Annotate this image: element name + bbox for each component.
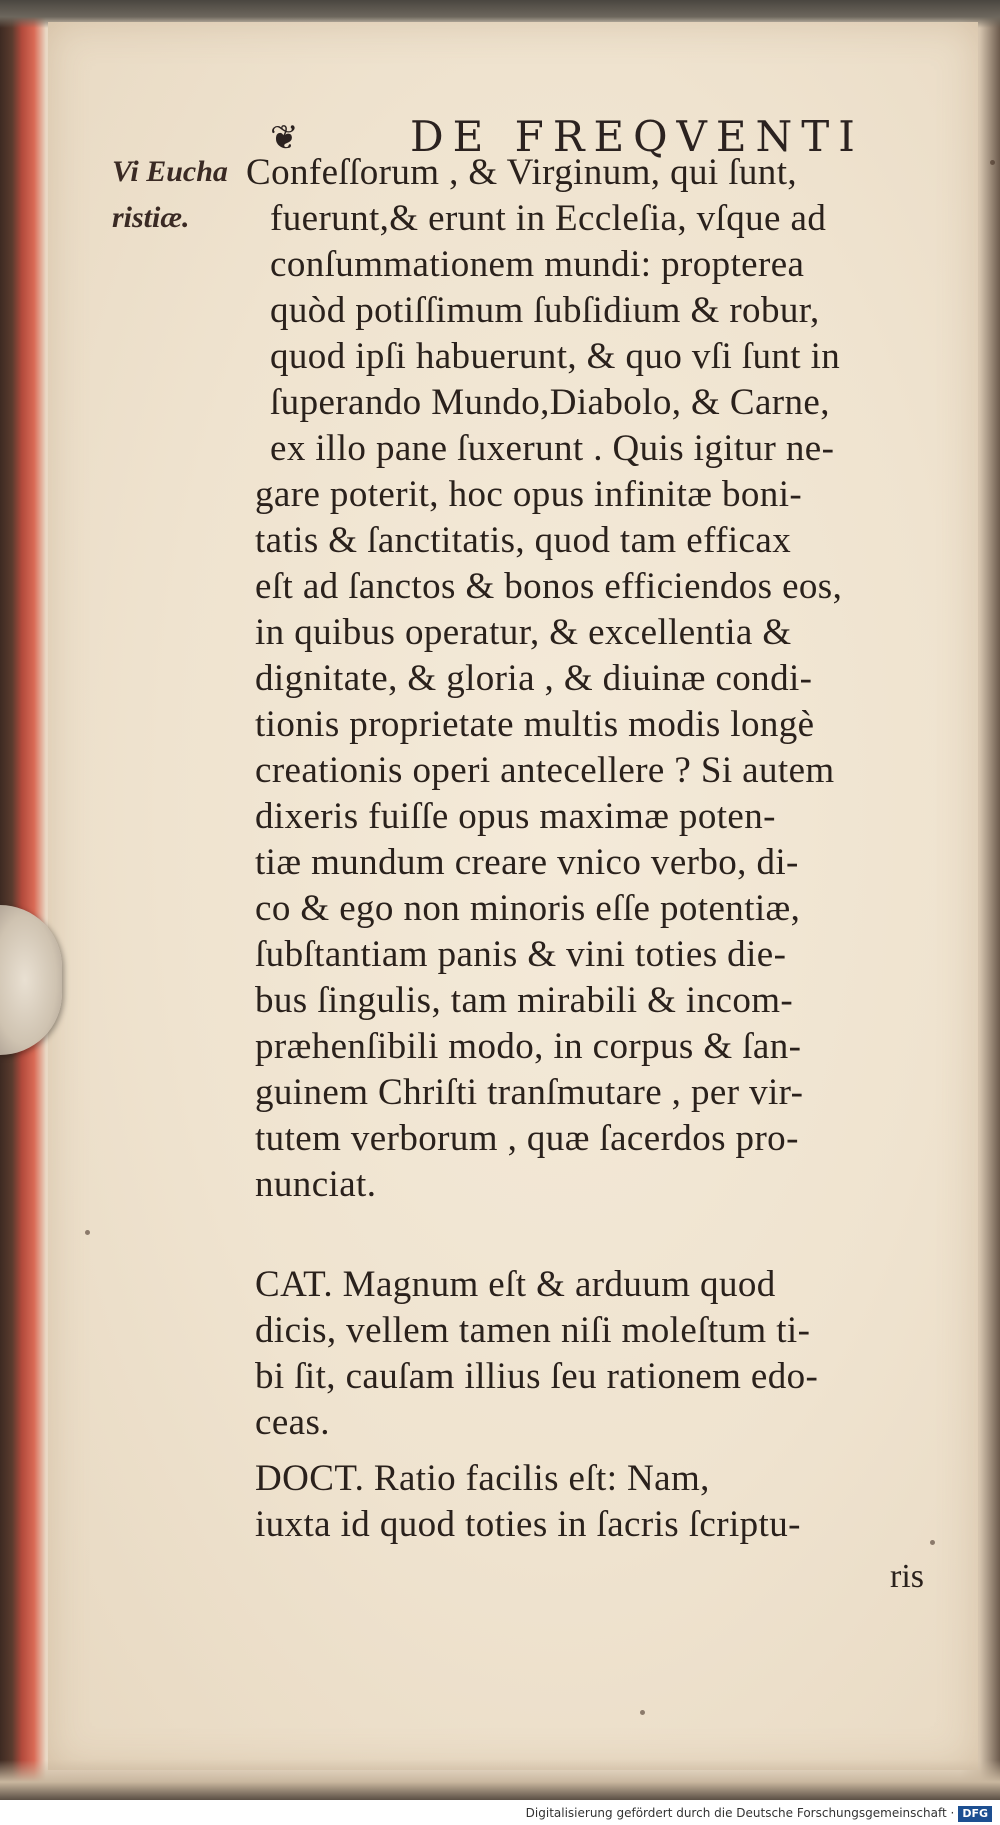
marginal-note-line-2: ristiæ. bbox=[112, 201, 190, 234]
text-line: dicis, vellem tamen niſi moleſtum ti- bbox=[255, 1310, 811, 1351]
credit-text: Digitalisierung gefördert durch die Deutsche Forschungsgemeinschaft · bbox=[525, 1806, 955, 1820]
text-line: Confeſſorum , & Virginum, qui ſunt, bbox=[246, 152, 798, 193]
catchword: ris bbox=[890, 1558, 924, 1595]
text-line: co & ego non minoris eſſe potentiæ, bbox=[255, 888, 801, 929]
marginal-note-line-1: Vi Eucha bbox=[112, 155, 228, 188]
text-line: CAT. Magnum eſt & arduum quod bbox=[255, 1264, 776, 1305]
text-line: tutem verborum , quæ ſacerdos pro- bbox=[255, 1118, 799, 1159]
book-edge-bottom bbox=[0, 1760, 1000, 1800]
text-line: ſuperando Mundo,Diabolo, & Carne, bbox=[270, 382, 830, 423]
text-line: dixeris fuiſſe opus maximæ poten- bbox=[255, 796, 776, 837]
text-line: quòd potiſſimum ſubſidium & robur, bbox=[270, 290, 820, 331]
text-line: nunciat. bbox=[255, 1164, 377, 1205]
text-line: guinem Chriſti tranſmutare , per vir- bbox=[255, 1072, 804, 1113]
text-line: dignitate, & gloria , & diuinæ condi- bbox=[255, 658, 813, 699]
text-line: tatis & ſanctitatis, quod tam efficax bbox=[255, 520, 792, 561]
text-line: quod ipſi habuerunt, & quo vſi ſunt in bbox=[270, 336, 841, 377]
text-line: DOCT. Ratio facilis eſt: Nam, bbox=[255, 1458, 710, 1499]
text-line: tiæ mundum creare vnico verbo, di- bbox=[255, 842, 799, 883]
text-line: ſubſtantiam panis & vini toties die- bbox=[255, 934, 787, 975]
text-line: præhenſibili modo, in corpus & ſan- bbox=[255, 1026, 802, 1067]
text-line: bi ſit, cauſam illius ſeu rationem edo- bbox=[255, 1356, 819, 1397]
running-head-title: DE FREQVENTI bbox=[410, 112, 864, 161]
dfg-logo: DFG bbox=[958, 1806, 992, 1822]
text-line: gare poterit, hoc opus infinitæ boni- bbox=[255, 474, 803, 515]
text-line: eſt ad ſanctos & bonos efficiendos eos, bbox=[255, 566, 843, 607]
ink-speck bbox=[640, 1710, 645, 1715]
text-line: conſummationem mundi: propterea bbox=[270, 244, 805, 285]
ink-speck bbox=[990, 160, 995, 165]
text-line: ex illo pane ſuxerunt . Quis igitur ne- bbox=[270, 428, 835, 469]
text-line: ceas. bbox=[255, 1402, 330, 1443]
fleuron-ornament-icon: ❦ bbox=[270, 118, 299, 158]
text-line: tionis proprietate multis modis longè bbox=[255, 704, 815, 745]
text-line: bus ſingulis, tam mirabili & incom- bbox=[255, 980, 794, 1021]
text-line: fuerunt,& erunt in Eccleſia, vſque ad bbox=[270, 198, 827, 239]
text-line: iuxta id quod toties in ſacris ſcriptu- bbox=[255, 1504, 801, 1545]
text-line: creationis operi antecellere ? Si autem bbox=[255, 750, 835, 791]
text-line: in quibus operatur, & excellentia & bbox=[255, 612, 792, 653]
ink-speck bbox=[930, 1540, 935, 1545]
ink-speck bbox=[85, 1230, 90, 1235]
digitization-credit bbox=[526, 1803, 992, 1823]
